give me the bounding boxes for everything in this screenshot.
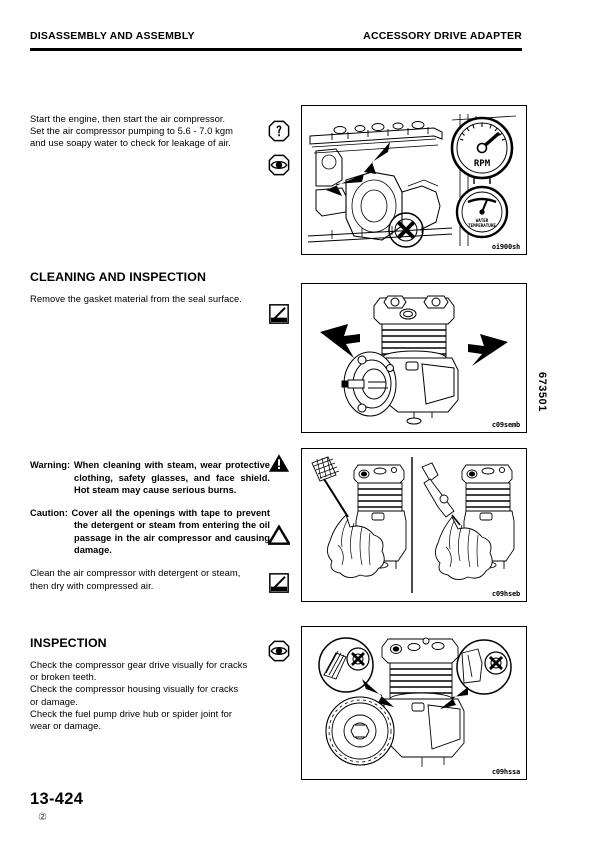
engine-illustration (302, 106, 526, 254)
figure-engine-air-compressor (301, 105, 527, 255)
figure-compressor-seal-surface (301, 283, 527, 433)
rpm-gauge (452, 118, 512, 178)
procedure-line: and use soapy water to check for leakage of air. (30, 137, 231, 149)
procedure-line: Start the engine, then start the air compressor. (30, 113, 226, 124)
visual-inspect-icon (268, 154, 290, 176)
water-temperature-gauge (457, 187, 507, 237)
page-number: 13-424 (30, 790, 84, 808)
figure-caption: oi900sh (491, 243, 520, 251)
warning-text: When cleaning with steam, wear protective clothing, safety glasses, and face shield. Hot steam may cause serious burns. (73, 460, 270, 495)
measure-pressure-icon (268, 120, 290, 142)
svg-text:RPM: RPM (473, 159, 491, 169)
figure-caption: c09hssa (491, 768, 520, 776)
inspection-line: or broken teeth. (30, 671, 97, 683)
cleaning-instruction-line: Clean the air compressor with detergent or steam, (30, 567, 241, 579)
cleaning-line: Remove the gasket material from the seal surface. (30, 293, 242, 304)
cleaning-inspection-icons (268, 303, 298, 325)
compressor-illustration (302, 284, 526, 432)
page-header (30, 30, 522, 42)
cleaning-instruction-line: then dry with compressed air. (30, 579, 154, 591)
inspection-text (30, 636, 262, 732)
inspection-line: Check the compressor housing visually for cracks (30, 683, 239, 695)
cleaning-inspection-text (30, 270, 262, 305)
inspection-line: Check the fuel pump drive hub or spider joint for (30, 707, 233, 719)
procedure-line: Set the air compressor pumping to 5.6 - 7.0 kgm (30, 125, 233, 137)
warning-caution-text (30, 450, 270, 592)
figure-caption: c09semb (491, 421, 520, 429)
header-right-title: ACCESSORY DRIVE ADAPTER (363, 30, 522, 42)
figure-caption: c09hseb (491, 590, 520, 598)
caution-notice (30, 507, 270, 556)
section-heading: INSPECTION (30, 636, 107, 650)
figure-gear-drive-inspection (301, 626, 527, 780)
scrape-surface-icon (268, 572, 290, 594)
warning-notice (30, 459, 270, 496)
caution-triangle-icon (268, 524, 290, 546)
svg-text:WATER: WATER (475, 218, 489, 223)
svg-text:TEMPERATURE: TEMPERATURE (468, 223, 496, 228)
cleaning-brush (312, 457, 348, 517)
section-heading: CLEANING AND INSPECTION (30, 270, 207, 284)
header-rule (30, 48, 522, 51)
caution-label: Caution: (30, 508, 68, 519)
inspection-icons (268, 640, 298, 662)
steam-cleaning-illustration (302, 449, 526, 601)
warning-triangle-icon (268, 452, 290, 474)
revision-mark: ② (38, 812, 47, 823)
procedure-start-text (30, 113, 262, 150)
side-reference-code: 673501 (536, 372, 548, 412)
scrape-surface-icon (268, 303, 290, 325)
inspection-line: or damage. (30, 695, 78, 707)
header-left-title: DISASSEMBLY AND ASSEMBLY (30, 30, 195, 42)
gear-inspection-illustration (302, 627, 526, 779)
visual-inspect-icon (268, 640, 290, 662)
warning-caution-icons (268, 452, 298, 594)
procedure-start-icons (268, 120, 298, 176)
inspection-line: Check the compressor gear drive visually for cracks (30, 659, 248, 670)
caution-text: Cover all the openings with tape to prevent the detergent or steam from entering the oil passage in the air compressor and causing damage. (71, 508, 270, 556)
inspection-line: wear or damage. (30, 720, 102, 732)
figure-steam-cleaning (301, 448, 527, 602)
warning-label: Warning: (30, 460, 71, 471)
steam-wand (422, 463, 460, 525)
